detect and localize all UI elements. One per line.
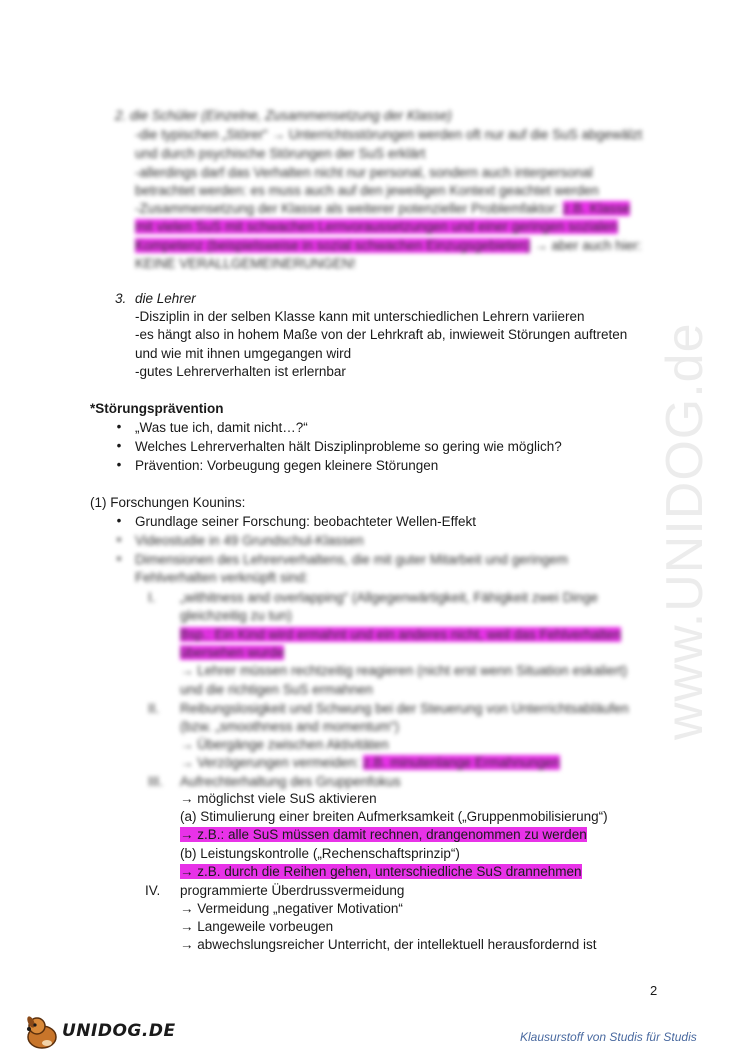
roman-line: „withitness and overlapping“ (Allgegenwärtigkeit, Fähigkeit zwei Dinge [180,590,598,605]
roman-line [180,626,621,644]
roman-line: Reibungslosigkeit und Schwung bei der Steuerung von Unterrichtsabläufen [180,701,629,716]
roman-line: → Vermeidung „negativer Motivation“ [180,901,403,916]
roman-line: (b) Leistungskontrolle („Rechenschaftsprinzip“) [180,846,460,861]
roman-line: und die richtigen SuS ermahnen [180,682,373,697]
kounin-bullet: Videostudie in 49 Grundschul-Klassen [135,533,364,548]
kounin-bullet-cont: Fehlverhalten verknüpft sind: [135,570,309,585]
bullet: • [116,551,122,566]
bullet: • [116,419,122,434]
roman-line: → möglichst viele SuS aktivieren [180,791,377,806]
roman-number: II. [148,701,160,716]
section-2-line: Kompetenz (beispielsweise in sozial schwachen Einzugsgebieten) → aber auch hier: [135,238,642,253]
roman-line: → Verzögerungen vermeiden: z.B. minutenlange Ermahnungen [180,755,560,770]
roman-line: programmierte Überdrussvermeidung [180,883,405,898]
roman-line: gleichzeitig zu tun) [180,608,292,623]
dog-icon [22,1013,62,1051]
section-3-number: 3. [115,291,127,306]
section-3-line: und wie mit ihnen umgegangen wird [135,346,352,361]
roman-line: Aufrechterhaltung des Gruppenfokus [180,774,401,789]
highlight: Kompetenz (beispielsweise in sozial schwachen Einzugsgebieten) [135,238,531,253]
section-3-line: -es hängt also in hohem Maße von der Lehrkraft ab, inwieweit Störungen auftreten [135,327,628,342]
section-2-line: und durch psychische Störungen der SuS erklärt [135,146,426,161]
bullet: • [116,532,122,547]
prevention-bullet: Welches Lehrerverhalten hält Disziplinprobleme so gering wie möglich? [135,439,562,454]
watermark: www.UNIDOG.de [656,322,714,740]
roman-line [180,644,284,662]
unidog-logo [22,1013,176,1051]
section-3-title: die Lehrer [135,291,196,306]
bullet: • [116,438,122,453]
roman-line: → Lehrer müssen rechtzeitig reagieren (nicht erst wenn Situation eskaliert) [180,663,628,678]
roman-number: IV. [145,883,161,898]
footer-tagline: Klausurstoff von Studis für Studis [520,1030,697,1044]
roman-number: III. [148,774,164,789]
highlight: mit vielen SuS mit schwachen Lernvoraussetzungen und einer geringen sozialen [135,219,618,234]
page-number: 2 [650,983,658,998]
section-2-line: -Zusammensetzung der Klasse als weiterer potenzieller Problemfaktor: z.B. Klasse [135,201,631,216]
bullet: • [116,457,122,472]
section-2-line: -allerdings darf das Verhalten nicht nur personal, sondern auch interpersonal [135,165,593,180]
highlight: Bsp.: Ein Kind wird ermahnt und ein anderes nicht, weil das Fehlverhalten [180,627,622,642]
section-2-line: betrachtet werden: es muss auch auf den jeweiligen Kontext geachtet werden [135,183,599,198]
logo-text: UNIDOG.DE [62,1021,176,1041]
section-2-title: 2. die Schüler (Einzelne, Zusammensetzung der Klasse) [115,108,452,123]
roman-line: (bzw. „smoothness and momentum“) [180,719,400,734]
kounin-heading: (1) Forschungen Kounins: [90,495,246,510]
roman-line [180,863,582,881]
section-2-line [135,218,618,236]
prevention-bullet: „Was tue ich, damit nicht…?“ [135,420,308,435]
highlight: → z.B. durch die Reihen gehen, unterschiedliche SuS drannehmen [180,864,582,879]
bullet: • [116,513,122,528]
kounin-bullet: Grundlage seiner Forschung: beobachteter Wellen-Effekt [135,514,476,529]
section-3-line: -gutes Lehrerverhalten ist erlernbar [135,364,346,379]
roman-line: (a) Stimulierung einer breiten Aufmerksamkeit („Gruppenmobilisierung“) [180,809,608,824]
roman-line: → Übergänge zwischen Aktivitäten [180,737,389,752]
roman-number: I. [148,590,156,605]
highlight: z.B. Klasse [562,201,631,216]
highlight: übersehen wurde [180,645,285,660]
section-2-line: -die typischen „Störer“ → Unterrichtsstörungen werden oft nur auf die SuS abgewälzt [135,127,643,142]
section-2-line: KEINE VERALLGEMEINERUNGEN! [135,256,356,271]
kounin-bullet: Dimensionen des Lehrerverhaltens, die mit guter Mitarbeit und geringem [135,552,568,567]
roman-line: → abwechslungsreicher Unterricht, der intellektuell herausfordernd ist [180,937,597,952]
roman-line: → Langeweile vorbeugen [180,919,334,934]
highlight: z.B. minutenlange Ermahnungen [363,755,560,770]
prevention-heading: *Störungsprävention [90,401,224,416]
section-3-line: -Disziplin in der selben Klasse kann mit unterschiedlichen Lehrern variieren [135,309,585,324]
prevention-bullet: Prävention: Vorbeugung gegen kleinere Störungen [135,458,439,473]
roman-line [180,826,587,844]
highlight: → z.B.: alle SuS müssen damit rechnen, drangenommen zu werden [180,827,587,842]
